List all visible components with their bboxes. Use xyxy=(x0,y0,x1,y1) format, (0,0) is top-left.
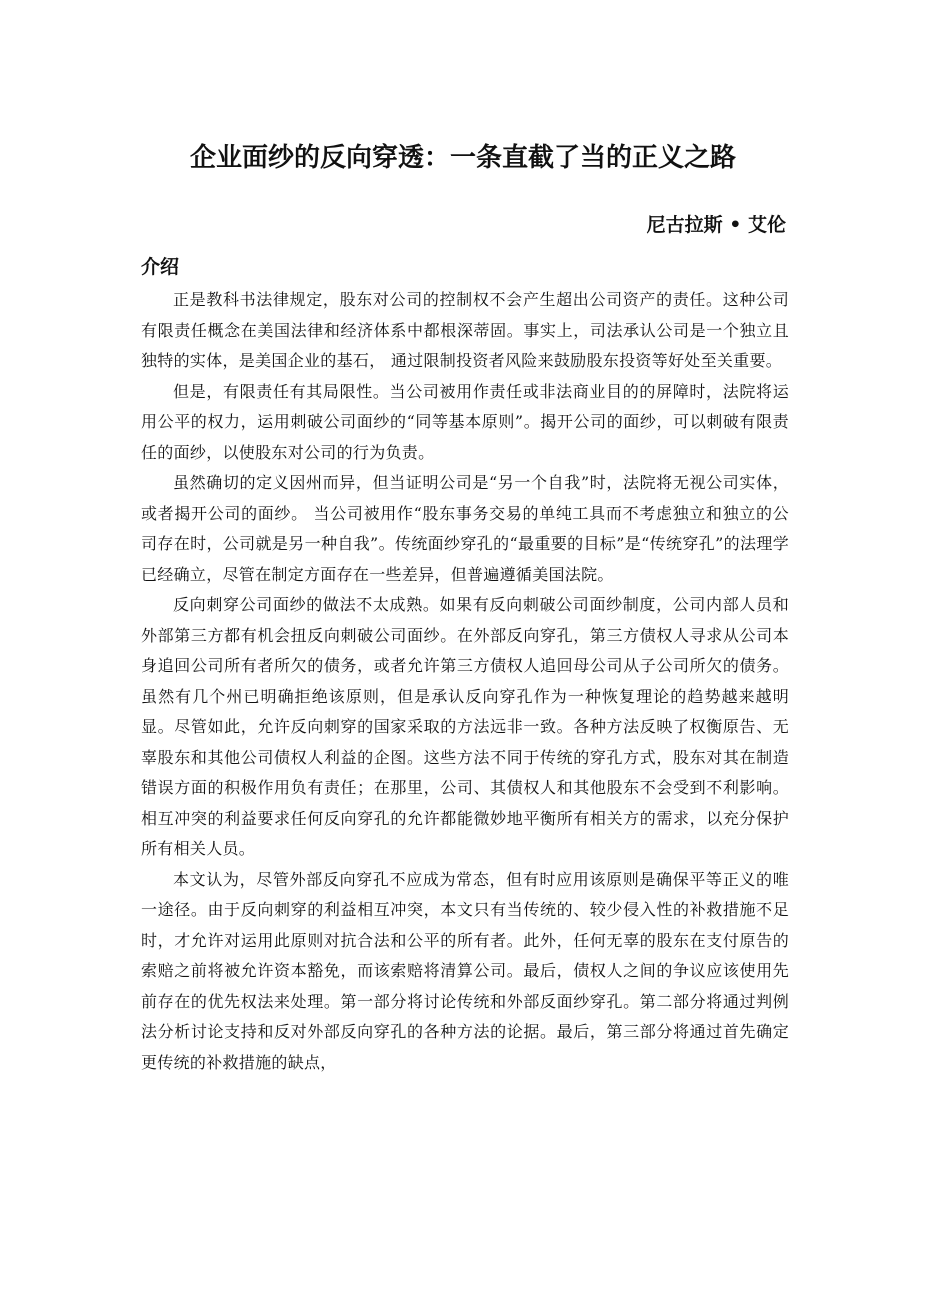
body-text xyxy=(141,285,789,1078)
paragraph-3: 虽然确切的定义因州而异，但当证明公司是“另一个自我”时，法院将无视公司实体，或者揭开公司的面纱。 当公司被用作“股东事务交易的单纯工具而不考虑独立和独立的公司存在时，公司就是另一种自我”。传统面纱穿孔的“最重要的目标”是“传统穿孔”的法理学已经确立，尽管在制定方面存在一些差异，但普遍遵循美国法院。 xyxy=(141,473,789,584)
document-title: 企业面纱的反向穿透：一条直截了当的正义之路 xyxy=(189,143,736,173)
section-heading-introduction: 介绍 xyxy=(141,256,180,278)
paragraph-2: 但是，有限责任有其局限性。当公司被用作责任或非法商业目的的屏障时，法院将运用公平的权力，运用刺破公司面纱的“同等基本原则”。揭开公司的面纱，可以刺破有限责任的面纱，以使股东对公司的行为负责。 xyxy=(141,381,789,462)
author-name: 尼古拉斯 • 艾伦 xyxy=(646,214,786,236)
paragraph-1: 正是教科书法律规定，股东对公司的控制权不会产生超出公司资产的责任。这种公司有限责任概念在美国法律和经济体系中都根深蒂固。事实上，司法承认公司是一个独立且独特的实体，是美国企业的基石， 通过限制投资者风险来鼓励股东投资等好处至关重要。 xyxy=(141,290,789,370)
paragraph-4: 反向刺穿公司面纱的做法不太成熟。如果有反向刺破公司面纱制度，公司内部人员和外部第三方都有机会扭反向刺破公司面纱。在外部反向穿孔，第三方债权人寻求从公司本身追回公司所有者所欠的债务，或者允许第三方债权人追回母公司从子公司所欠的债务。虽然有几个州已明确拒绝该原则，但是承认反向穿孔作为一种恢复理论的趋势越来越明显。尽管如此，允许反向刺穿的国家采取的方法远非一致。各种方法反映了权衡原告、无辜股东和其他公司债权人利益的企图。这些方法不同于传统的穿孔方式，股东对其在制造错误方面的积极作用负有责任；在那里，公司、其债权人和其他股东不会受到不利影响。相互冲突的利益要求任何反向穿孔的允许都能微妙地平衡所有相关方的需求，以充分保护所有相关人员。 xyxy=(141,595,789,858)
paragraph-5: 本文认为，尽管外部反向穿孔不应成为常态，但有时应用该原则是确保平等正义的唯一途径。由于反向刺穿的利益相互冲突，本文只有当传统的、较少侵入性的补救措施不足时，才允许对运用此原则对抗合法和公平的所有者。此外，任何无辜的股东在支付原告的索赔之前将被允许资本豁免，而该索赔将清算公司。最后，债权人之间的争议应该使用先前存在的优先权法来处理。第一部分将讨论传统和外部反面纱穿孔。第二部分将通过判例法分析讨论支持和反对外部反向穿孔的各种方法的论据。最后，第三部分将通过首先确定更传统的补救措施的缺点， xyxy=(141,869,789,1072)
